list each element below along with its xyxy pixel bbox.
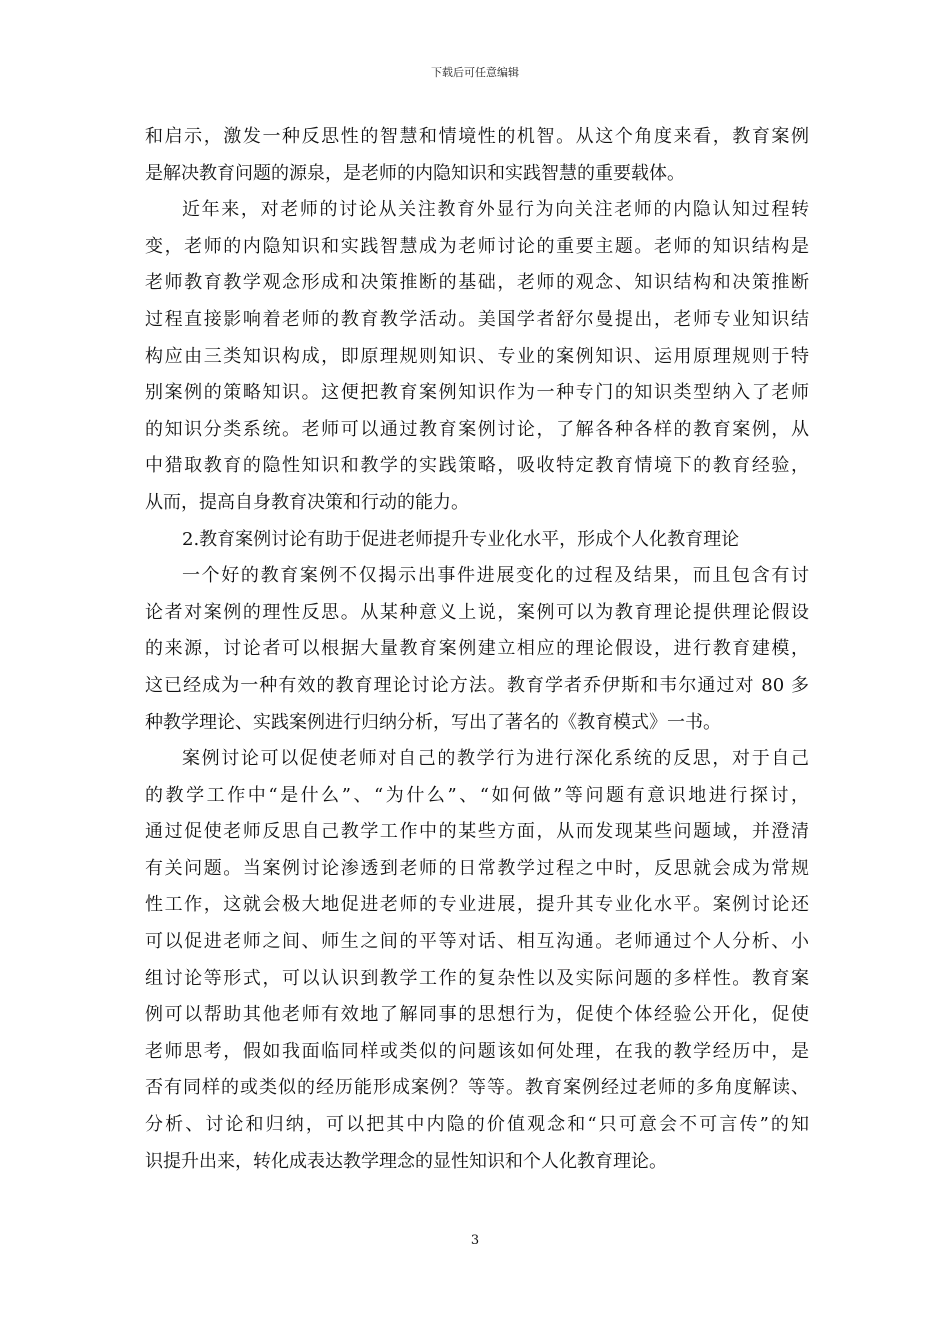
text-line: 组讨论等形式，可以认识到教学工作的复杂性以及实际问题的多样性。教育案 — [145, 967, 809, 989]
text-line: 性工作，这就会极大地促进老师的专业进展，提升其专业化水平。案例讨论还 — [145, 894, 809, 916]
paragraph-first-line: 近年来，对老师的讨论从关注教育外显行为向关注老师的内隐认知过程转 — [182, 199, 809, 221]
paragraph-first-line: 一个好的教育案例不仅揭示出事件进展变化的过程及结果，而且包含有讨 — [182, 565, 809, 587]
text-line: 否有同样的或类似的经历能形成案例？等等。教育案例经过老师的多角度解读、 — [145, 1077, 809, 1099]
text-line: 的教学工作中“是什么”、“为什么”、“如何做”等问题有意识地进行探讨， — [145, 784, 809, 806]
paragraph-first-line: 案例讨论可以促使老师对自己的教学行为进行深化系统的反思，对于自己 — [182, 748, 809, 770]
text-line: 的来源，讨论者可以根据大量教育案例建立相应的理论假设，进行教育建模， — [145, 638, 809, 660]
text-line: 论者对案例的理性反思。从某种意义上说，案例可以为教育理论提供理论假设 — [145, 601, 809, 623]
text-line: 别案例的策略知识。这便把教育案例知识作为一种专门的知识类型纳入了老师 — [145, 382, 809, 404]
text-line: 这已经成为一种有效的教育理论讨论方法。教育学者乔伊斯和韦尔通过对 80 多 — [145, 674, 809, 696]
text-line: 老师教育教学观念形成和决策推断的基础，老师的观念、知识结构和决策推断 — [145, 272, 809, 294]
page-number: 3 — [470, 1233, 480, 1248]
text-line: 的知识分类系统。老师可以通过教育案例讨论，了解各种各样的教育案例，从 — [145, 418, 809, 440]
section-heading: 2.教育案例讨论有助于促进老师提升专业化水平，形成个人化教育理论 — [182, 528, 740, 550]
text-line: 和启示，激发一种反思性的智慧和情境性的机智。从这个角度来看，教育案例 — [145, 126, 809, 147]
text-line: 分析、讨论和归纳，可以把其中内隐的价值观念和“只可意会不可言传”的知 — [145, 1114, 809, 1136]
text-line: 构应由三类知识构成，即原理规则知识、专业的案例知识、运用原理规则于特 — [145, 345, 809, 367]
page-header: 下载后可任意编辑 — [431, 66, 519, 79]
text-line: 识提升出来，转化成表达教学理念的显性知识和个人化教育理论。 — [145, 1150, 667, 1172]
text-line: 从而，提高自身教育决策和行动的能力。 — [145, 491, 469, 513]
text-line: 可以促进老师之间、师生之间的平等对话、相互沟通。老师通过个人分析、小 — [145, 931, 809, 953]
text-line: 通过促使老师反思自己教学工作中的某些方面，从而发现某些问题域，并澄清 — [145, 821, 809, 843]
text-line: 种教学理论、实践案例进行归纳分析，写出了著名的《教育模式》一书。 — [145, 711, 721, 733]
text-line: 中猎取教育的隐性知识和教学的实践策略，吸收特定教育情境下的教育经验， — [145, 455, 809, 477]
text-line: 变，老师的内隐知识和实践智慧成为老师讨论的重要主题。老师的知识结构是 — [145, 235, 809, 257]
text-line: 是解决教育问题的源泉，是老师的内隐知识和实践智慧的重要载体。 — [145, 162, 685, 184]
body-text — [145, 119, 809, 1180]
text-line: 过程直接影响着老师的教育教学活动。美国学者舒尔曼提出，老师专业知识结 — [145, 308, 809, 330]
text-line: 例可以帮助其他老师有效地了解同事的思想行为，促使个体经验公开化，促使 — [145, 1004, 809, 1026]
text-line: 有关问题。当案例讨论渗透到老师的日常教学过程之中时，反思就会成为常规 — [145, 857, 809, 879]
text-line: 老师思考，假如我面临同样或类似的问题该如何处理，在我的教学经历中，是 — [145, 1040, 809, 1062]
